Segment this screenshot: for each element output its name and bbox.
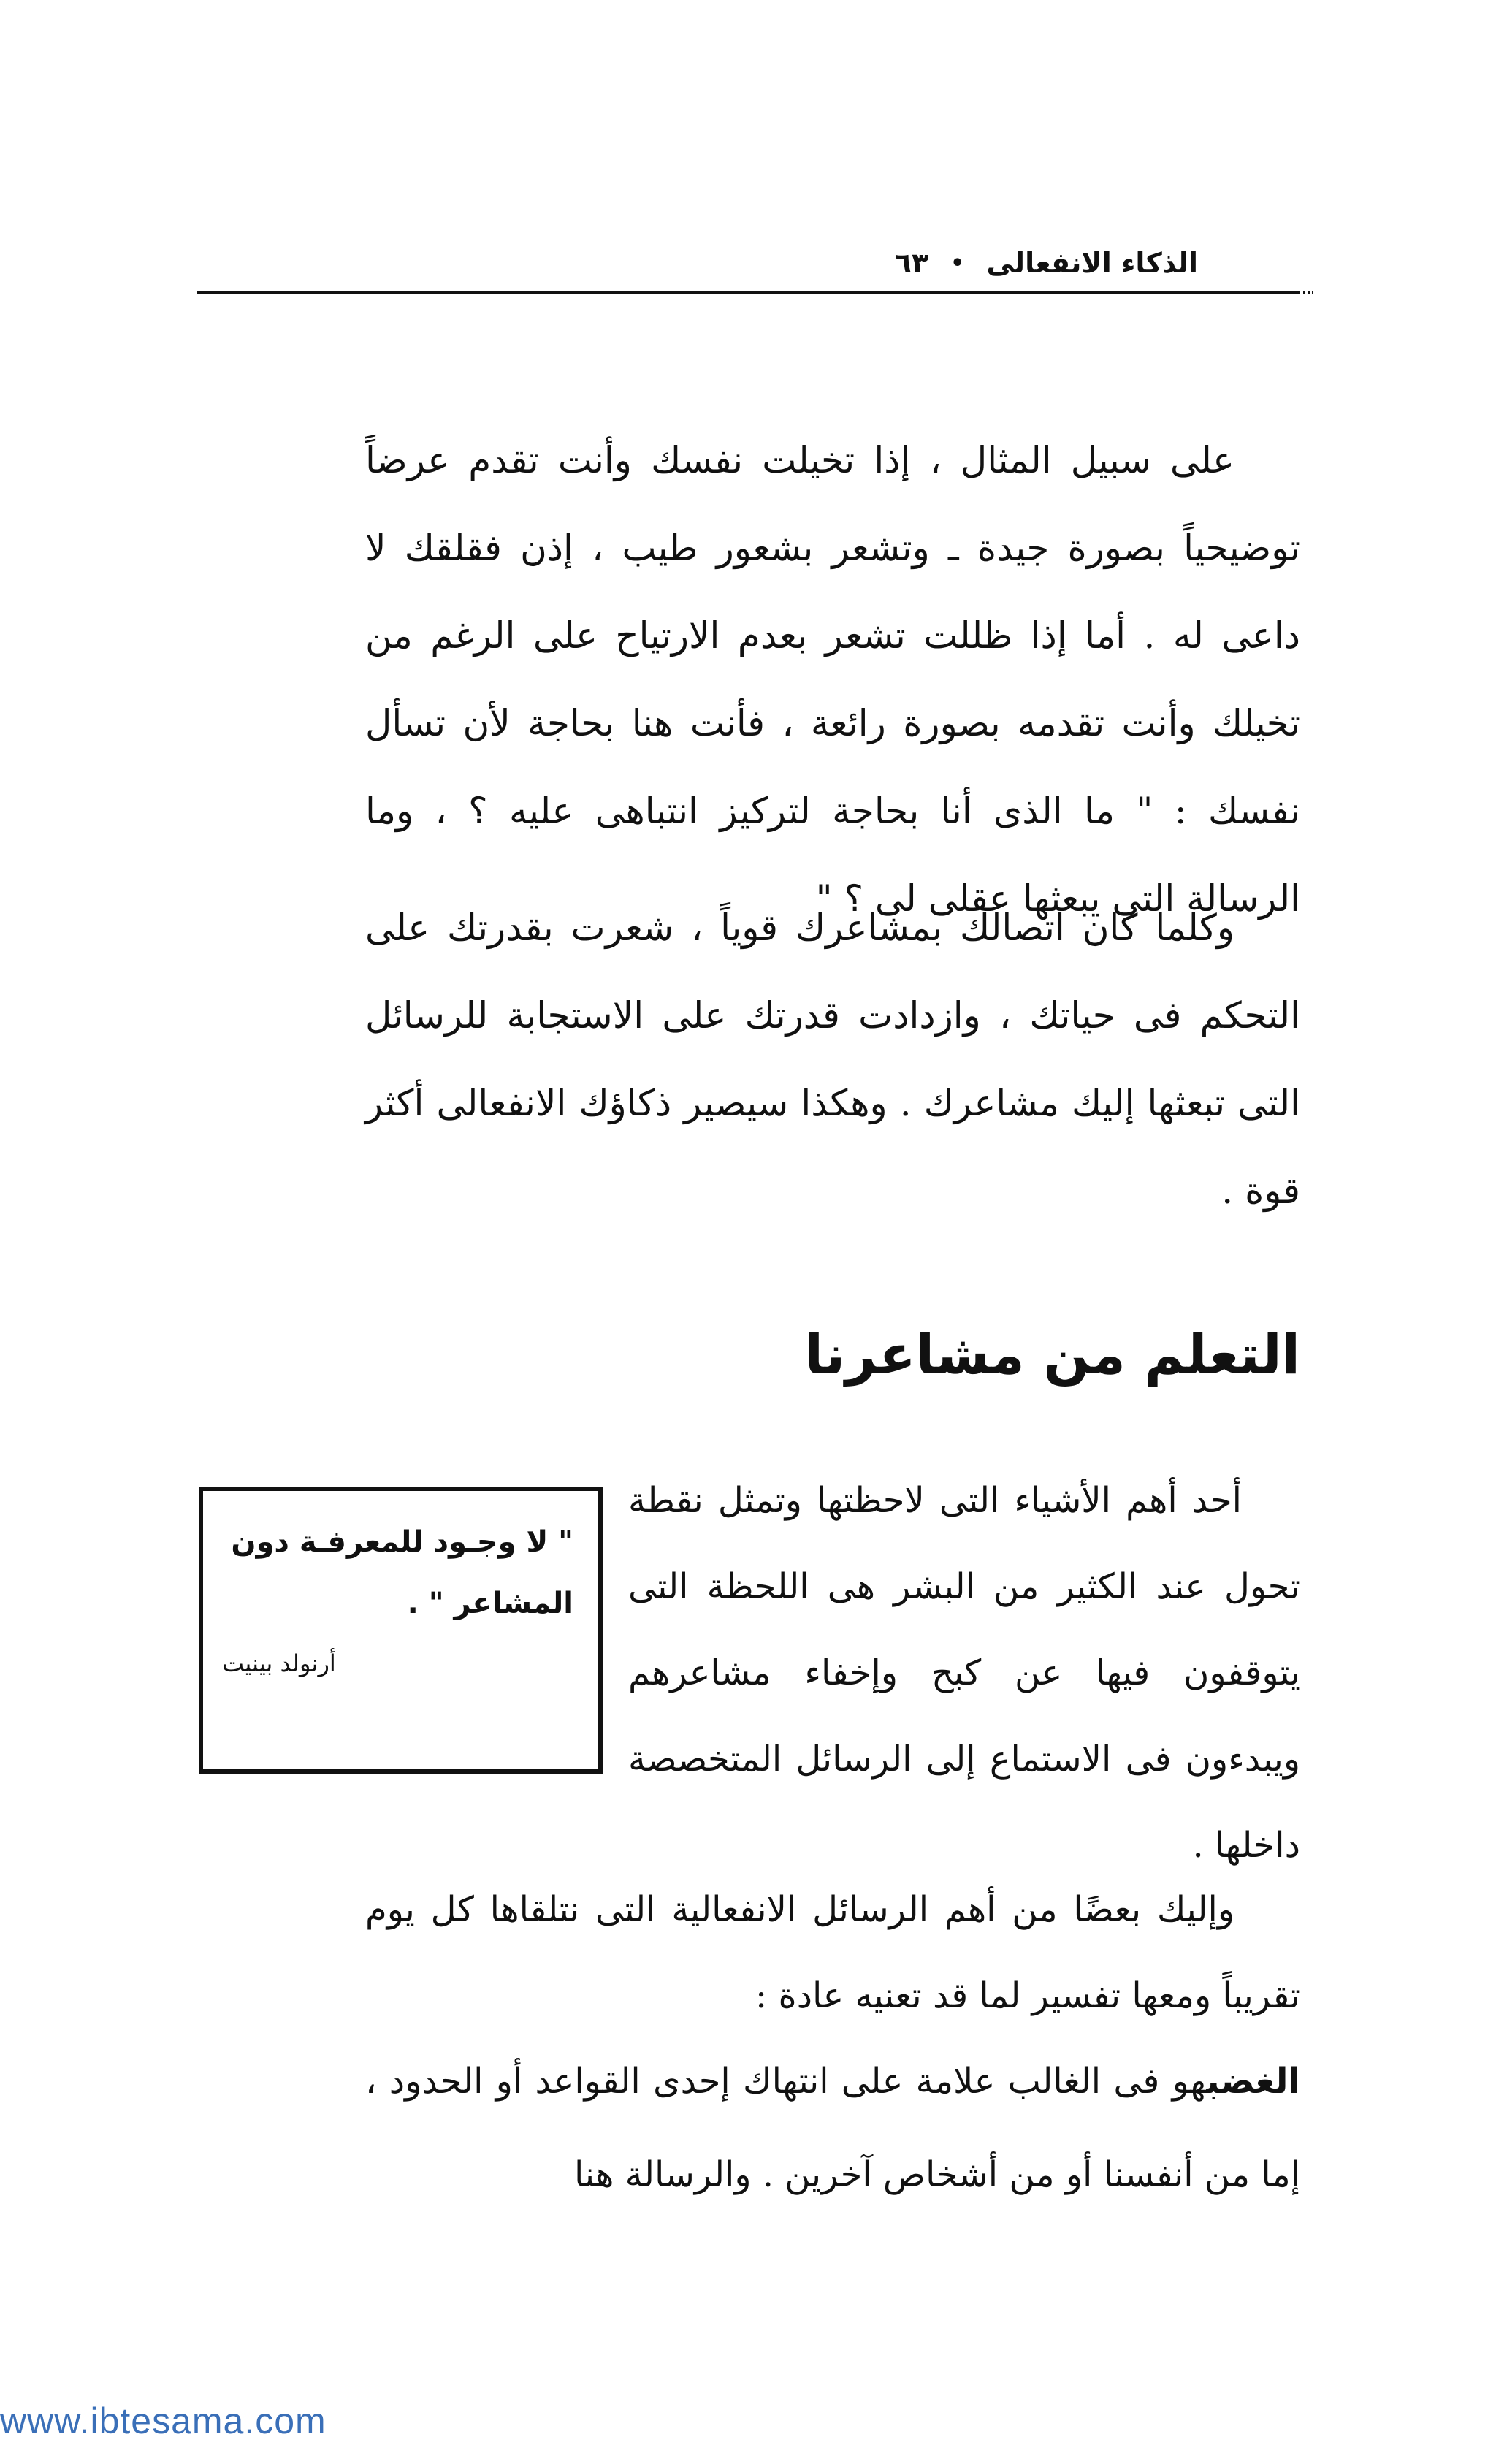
paragraph-5 <box>365 2034 1300 2221</box>
paragraph-3: أحد أهم الأشياء التى لاحظتها وتمثل نقطة تحول عند الكثير من البشر هى اللحظة التى يتوقفون فيها عن كبح وإخفاء مشاعرهم ويبدءون فى الاستماع إلى الرسائل المتخصصة داخلها . <box>628 1480 1300 1866</box>
quote-text: " لا وجـود للمعرفـة دون المشاعر " . <box>231 1525 573 1620</box>
paragraph-2: وكلما كان اتصالك بمشاعرك قوياً ، شعرت بقدرتك على التحكم فى حياتك ، وازدادت قدرتك على الاستجابة للرسائل التى تبعثها إليك مشاعرك . وهكذا سيصير ذكاؤك الانفعالى أكثر قوة . <box>365 907 1300 1212</box>
header-bullet: • <box>950 250 965 276</box>
running-header <box>197 234 1198 292</box>
section-title: التعلم من مشاعرنا <box>804 1324 1300 1387</box>
page-number: ٦٣ <box>894 247 929 279</box>
header-rule <box>197 291 1300 294</box>
paragraph-1: على سبيل المثال ، إذا تخيلت نفسك وأنت تقدم عرضاً توضيحياً بصورة جيدة ـ وتشعر بشعور طيب ، إذن فقلقك لا داعى له . أما إذا ظللت تشعر بعدم الارتياح على الرغم من تخيلك وأنت تقدمه بصورة رائعة ، فأنت هنا بحاجة لأن تسأل نفسك : " ما الذى أنا بحاجة لتركيز انتباهى عليه ؟ ، وما الرسالة التى يبعثها عقلى لى ؟ " <box>365 439 1300 920</box>
quote-author: أرنولد بينيت <box>222 1649 336 1677</box>
quote-box <box>199 1487 603 1774</box>
running-title: الذكاء الانفعالى <box>986 247 1198 279</box>
emotion-term: الغضب <box>1206 2061 1300 2102</box>
paragraph-5-text: هو فى الغالب علامة على انتهاك إحدى القواعد أو الحدود ، إما من أنفسنا أو من أشخاص آخرين . والرسالة هنا <box>365 2061 1300 2195</box>
watermark-url[interactable]: www.ibtesama.com <box>0 2400 327 2441</box>
paragraph-4: وإليك بعضًا من أهم الرسائل الانفعالية التى نتلقاها كل يوم تقريباً ومعها تفسير لما قد تعنيه عادة : <box>365 1889 1300 2016</box>
